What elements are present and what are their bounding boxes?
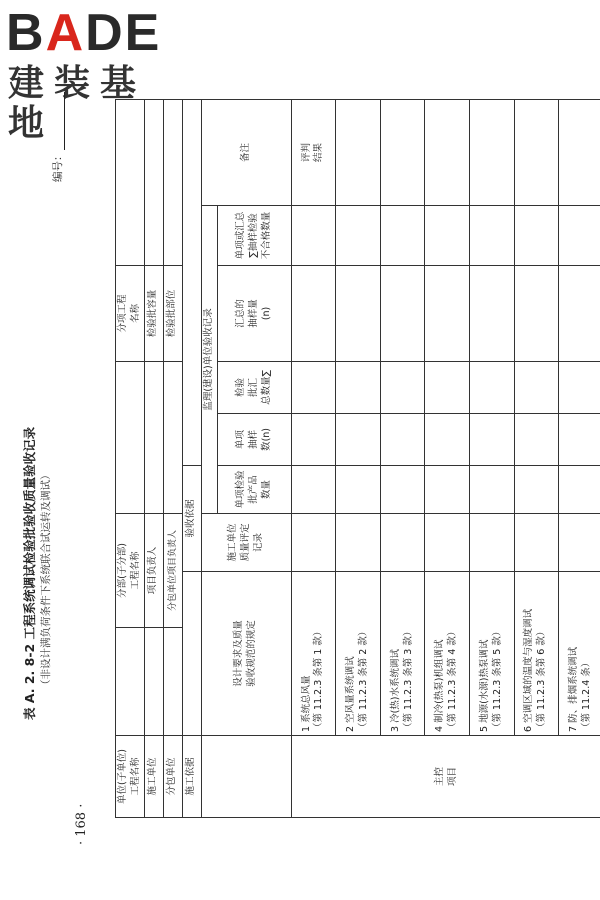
batch-location-label: 检验批部位 [163, 265, 182, 361]
item-1: 1 系统总风量 （第 11.2.3 条第 1 款） [291, 571, 336, 735]
project-manager-value[interactable] [144, 361, 163, 513]
col-design-requirements: 设计要求及质量 验收规范的规定 [201, 571, 291, 735]
acceptance-form [115, 99, 600, 818]
cell[interactable] [469, 413, 514, 465]
cell[interactable] [336, 265, 381, 361]
col-single-batch: 单项检验 批产品 数量 [217, 465, 291, 513]
item-6: 6 空调区域的温度与湿度调试 （第 11.2.3 条第 6 款） [514, 571, 559, 735]
sub-item-label: 分项工程 名称 [116, 265, 145, 361]
construction-basis-value[interactable] [182, 571, 201, 735]
cell[interactable] [514, 205, 559, 265]
cell[interactable] [469, 99, 514, 205]
main-control-label: 主控 项目 [291, 735, 600, 817]
cell[interactable] [469, 465, 514, 513]
cell[interactable] [469, 513, 514, 571]
cell[interactable] [469, 361, 514, 413]
cell[interactable] [291, 465, 336, 513]
cell[interactable] [336, 465, 381, 513]
cell[interactable] [425, 361, 470, 413]
watermark-subtitle: 建装基地 [8, 63, 147, 144]
cell[interactable] [291, 513, 336, 571]
cell[interactable] [514, 513, 559, 571]
blank-header-cell [201, 735, 291, 817]
item-5: 5 地源(水源)热泵调试 （第 11.2.3 条第 5 款） [469, 571, 514, 735]
cell[interactable] [559, 99, 600, 205]
cell[interactable] [380, 205, 425, 265]
cell[interactable] [514, 361, 559, 413]
item-3: 3 冷(热)水系统调试 （第 11.2.3 条第 3 款） [380, 571, 425, 735]
col-summary-unqualified: 单项或汇总 ∑抽样检验 不合格数量 [217, 205, 291, 265]
col-remarks: 备注 [201, 99, 291, 205]
unit-project-value[interactable] [116, 627, 145, 735]
table-title: 表 A. 2. 8-2 工程系统调试检验批验收质量验收记录 [22, 426, 37, 720]
cell[interactable] [514, 265, 559, 361]
acceptance-basis-value[interactable] [182, 99, 201, 465]
project-manager-label: 项目负责人 [144, 513, 163, 627]
cell[interactable] [425, 205, 470, 265]
table-subtitle: （非设计满负荷条件下系统联合试运转及调试） [40, 469, 52, 690]
sub-contractor-label: 分包单位 [163, 735, 182, 817]
batch-location-value[interactable] [163, 99, 182, 265]
cell[interactable] [469, 205, 514, 265]
code-field: 编号： [50, 93, 65, 183]
cell[interactable] [336, 513, 381, 571]
cell[interactable] [514, 99, 559, 205]
cell[interactable] [380, 99, 425, 205]
cell[interactable] [380, 513, 425, 571]
construction-basis-label: 施工依据 [182, 735, 201, 817]
batch-capacity-value[interactable] [144, 99, 163, 265]
cell[interactable] [559, 413, 600, 465]
cell[interactable] [559, 265, 600, 361]
unit-project-label: 单位(子单位) 工程名称 [116, 735, 145, 817]
construction-unit-label: 施工单位 [144, 735, 163, 817]
cell[interactable] [559, 205, 600, 265]
cell[interactable] [514, 465, 559, 513]
item-2: 2 空风量系统调试 （第 11.2.3 条第 2 款） [336, 571, 381, 735]
cell[interactable] [425, 265, 470, 361]
col-supervision-header: 监理(建设)单位验收记录 [201, 205, 217, 513]
page-number: · 168 · [74, 803, 89, 845]
batch-capacity-label: 检验批容量 [144, 265, 163, 361]
cell[interactable] [380, 465, 425, 513]
col-construction-eval: 施工单位 质量评定 记录 [201, 513, 291, 571]
sub-contractor-manager-value[interactable] [163, 361, 182, 513]
result-cell[interactable]: 评判 结果 [291, 99, 336, 205]
cell[interactable] [380, 361, 425, 413]
sub-contractor-value[interactable] [163, 627, 182, 735]
cell[interactable] [559, 513, 600, 571]
cell[interactable] [291, 413, 336, 465]
cell[interactable] [425, 99, 470, 205]
cell[interactable] [380, 413, 425, 465]
cell[interactable] [336, 99, 381, 205]
sub-item-value[interactable] [116, 99, 145, 265]
cell[interactable] [291, 205, 336, 265]
cell[interactable] [425, 413, 470, 465]
col-total-sample: 汇总的 抽样量 (n) [217, 265, 291, 361]
cell[interactable] [336, 205, 381, 265]
cell[interactable] [336, 413, 381, 465]
cell[interactable] [291, 265, 336, 361]
cell[interactable] [559, 361, 600, 413]
cell[interactable] [291, 361, 336, 413]
col-batch-total: 检验 批汇 总数量∑ [217, 361, 291, 413]
cell[interactable] [469, 265, 514, 361]
item-7: 7 防、排烟系统调试 （第 11.2.4 条） [559, 571, 600, 735]
construction-unit-value[interactable] [144, 627, 163, 735]
sub-division-label: 分部(子分部) 工程名称 [116, 513, 145, 627]
cell[interactable] [336, 361, 381, 413]
watermark-brand: BADE [6, 4, 162, 62]
sub-contractor-manager-label: 分包单位项目负责人 [163, 513, 182, 627]
sub-division-value[interactable] [116, 361, 145, 513]
cell[interactable] [514, 413, 559, 465]
cell[interactable] [380, 265, 425, 361]
item-4: 4 制冷(热泵)机组调试 （第 11.2.3 条第 4 款） [425, 571, 470, 735]
cell[interactable] [425, 513, 470, 571]
col-single-sample: 单项 抽样 数(n) [217, 413, 291, 465]
acceptance-basis-label: 验收依据 [182, 465, 201, 571]
cell[interactable] [425, 465, 470, 513]
cell[interactable] [559, 465, 600, 513]
